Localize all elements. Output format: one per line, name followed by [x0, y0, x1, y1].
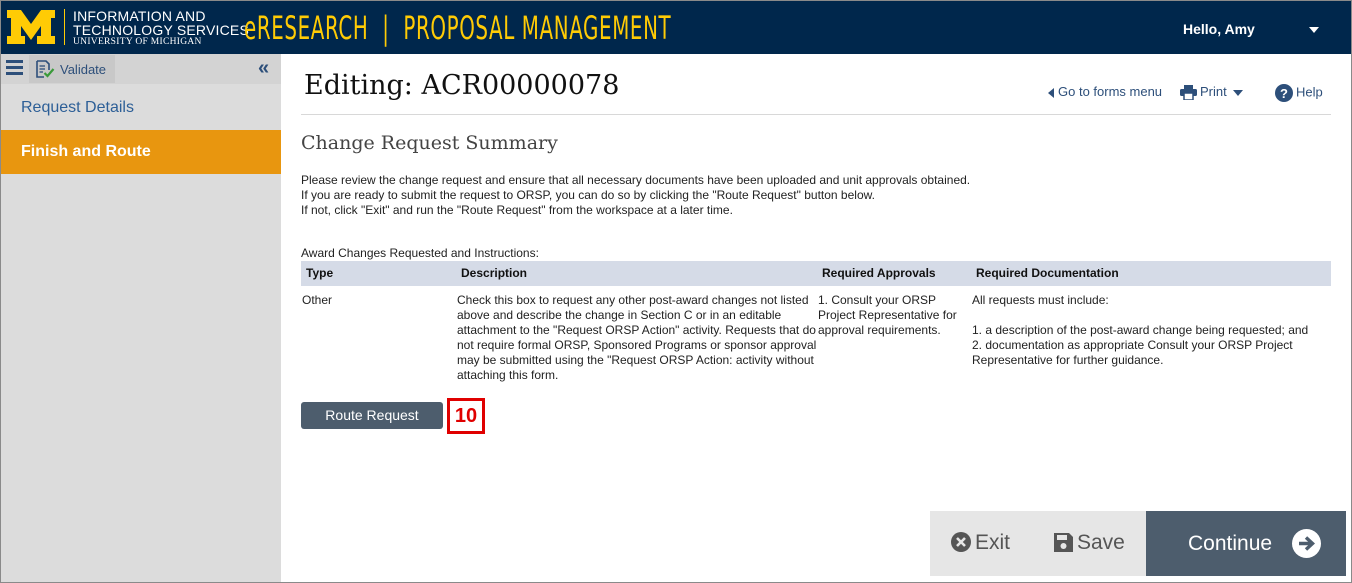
intro-text [301, 173, 1201, 218]
go-to-forms-menu-label: Go to forms menu [1058, 84, 1163, 99]
collapse-sidebar-icon[interactable]: « [258, 57, 270, 79]
its-line-3: UNIVERSITY OF MICHIGAN [73, 37, 202, 47]
exit-label: Exit [975, 531, 1011, 554]
validate-document-check-icon [35, 60, 55, 78]
its-line-2: TECHNOLOGY SERVICES [73, 22, 249, 38]
print-icon [1180, 85, 1197, 100]
step-number-badge: 10 [447, 398, 485, 434]
caret-left-icon [1048, 88, 1055, 98]
table-header-row [301, 261, 1331, 286]
save-button[interactable] [1054, 531, 1125, 555]
help-label: Help [1296, 84, 1323, 100]
user-menu-greeting[interactable]: Hello, Amy [1183, 21, 1255, 37]
column-header-required-approvals: Required Approvals [822, 266, 936, 280]
svg-text:?: ? [1280, 86, 1288, 101]
validate-button[interactable] [29, 55, 115, 83]
validate-label: Validate [60, 62, 107, 77]
sidebar-item-request-details[interactable]: Request Details [21, 99, 134, 116]
university-m-logo [5, 8, 57, 46]
intro-line-3: If not, click "Exit" and run the "Route Request" from the workspace at a later time. [301, 203, 733, 217]
app-header [0, 0, 1352, 54]
print-label: Print [1200, 84, 1227, 99]
exit-button[interactable] [951, 531, 1010, 555]
save-floppy-icon [1054, 533, 1073, 552]
print-menu-link[interactable] [1180, 84, 1246, 100]
cell-required-approvals: 1. Consult your ORSP Project Representative for approval requirements. [818, 293, 957, 337]
user-menu-caret-icon[interactable] [1309, 27, 1319, 33]
logo-divider [64, 9, 65, 45]
cell-required-documentation [972, 293, 1332, 368]
its-wordmark [73, 9, 249, 47]
cell-type: Other [302, 293, 333, 307]
sidebar [0, 54, 281, 583]
section-title: Change Request Summary [301, 132, 558, 154]
title-divider [301, 114, 1331, 115]
exit-x-circle-icon [951, 532, 971, 552]
continue-button[interactable] [1146, 511, 1346, 576]
page-title: Editing: ACR00000078 [304, 70, 620, 101]
save-label: Save [1077, 531, 1125, 554]
help-question-icon [1275, 84, 1293, 102]
app-title: eRESEARCH | PROPOSAL MANAGEMENT [244, 9, 672, 47]
route-request-button[interactable]: Route Request [301, 402, 443, 429]
cell-description: Check this box to request any other post-award changes not listed above and describe the change in Section C or in an editable attachment to the "Request ORSP Action" activity. Requests that do not require formal ORSP, Sponsored Programs or sponsor approval may be submitted using the "Request ORSP Action: activity without attaching this form. [457, 293, 817, 382]
column-header-description: Description [461, 266, 528, 280]
doc-line-3: 2. documentation as appropriate Consult your ORSP Project Representative for further guidance. [972, 338, 1293, 367]
help-link[interactable] [1275, 84, 1323, 102]
go-to-forms-menu-link[interactable] [1048, 84, 1162, 99]
sidebar-toolbar [0, 54, 281, 84]
column-header-type: Type [306, 266, 334, 280]
main-content [281, 54, 1352, 583]
its-line-1: INFORMATION AND [73, 8, 206, 24]
intro-line-2: If you are ready to submit the request to ORSP, you can do so by clicking the "Route Request" button below. [301, 188, 875, 202]
doc-line-2: 1. a description of the post-award change being requested; and [972, 323, 1309, 337]
doc-line-1: All requests must include: [972, 293, 1109, 307]
sidebar-item-finish-and-route[interactable]: Finish and Route [0, 130, 281, 174]
intro-line-1: Please review the change request and ensure that all necessary documents have been uploaded and unit approvals obtained. [301, 173, 971, 187]
table-caption: Award Changes Requested and Instructions: [301, 246, 539, 260]
caret-down-icon [1233, 90, 1243, 96]
column-header-required-documentation: Required Documentation [976, 266, 1119, 280]
footer-action-bar [930, 511, 1146, 576]
hamburger-menu-icon[interactable] [6, 60, 23, 76]
arrow-right-circle-icon [1292, 529, 1321, 558]
continue-label: Continue [1188, 532, 1273, 555]
